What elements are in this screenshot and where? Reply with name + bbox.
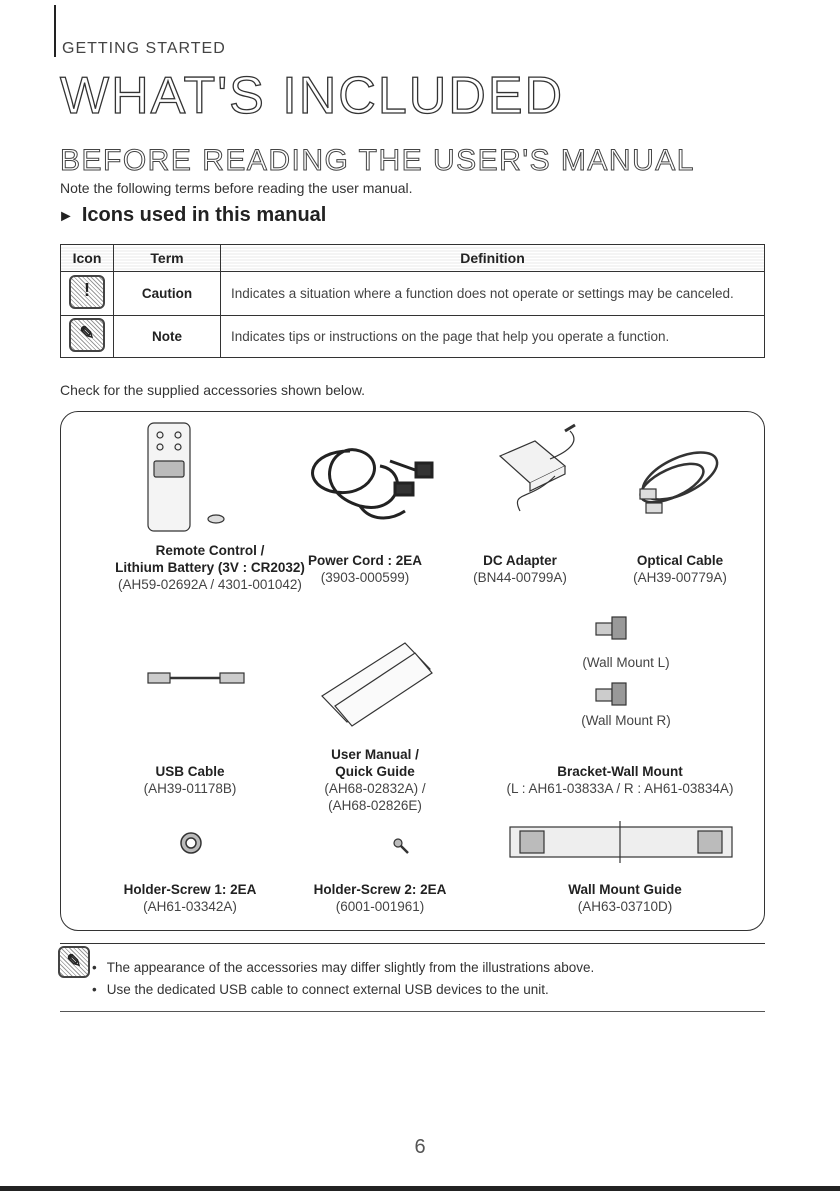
holder-screw-1-illustration (181, 833, 201, 853)
remote-title: Remote Control / (155, 543, 265, 558)
usb-part: (AH39-01178B) (143, 781, 237, 796)
manual-part-1: (AH68-02832A) / (324, 781, 426, 796)
holder-screw-1-label (110, 881, 270, 915)
screw1-part: (AH61-03342A) (143, 899, 237, 914)
intro-text: Note the following terms before reading the user manual. (60, 180, 413, 196)
check-text: Check for the supplied accessories shown below. (60, 382, 366, 398)
triangle-icon: ► (58, 208, 74, 225)
optical-cable-label (610, 552, 750, 586)
manual-title: User Manual / (331, 747, 419, 762)
section-bar (54, 5, 56, 57)
screw2-title: Holder-Screw 2: 2EA (313, 882, 447, 897)
term-cell: Caution (114, 272, 221, 316)
icons-heading-text: Icons used in this manual (81, 204, 327, 226)
page-title: WHAT'S INCLUDED (60, 67, 565, 125)
note-divider-top (60, 943, 765, 944)
optical-cable-illustration (635, 443, 724, 513)
bracket-label (470, 763, 770, 797)
user-manual-illustration (322, 643, 432, 726)
table-header-row (61, 245, 765, 272)
adapter-part: (BN44-00799A) (473, 570, 567, 585)
icon-cell (61, 272, 114, 316)
guide-title: Wall Mount Guide (568, 882, 682, 897)
remote-part: (AH59-02692A / 4301-001042) (118, 577, 302, 592)
term-cell: Note (114, 316, 221, 358)
note-item: • The appearance of the accessories may differ slightly from the illustrations above. (92, 957, 594, 979)
definition-cell: Indicates tips or instructions on the page that help you operate a function. (221, 316, 765, 358)
wall-mount-guide-label (545, 881, 705, 915)
power-cord-illustration (313, 450, 432, 518)
wall-mount-r-label: (Wall Mount R) (581, 713, 671, 728)
adapter-title: DC Adapter (483, 553, 557, 568)
power-title: Power Cord : 2EA (307, 553, 423, 568)
table-row (61, 316, 765, 358)
usb-title: USB Cable (155, 764, 225, 779)
optical-part: (AH39-00779A) (633, 570, 727, 585)
terms-table (60, 244, 765, 358)
section-label: GETTING STARTED (62, 40, 226, 57)
power-cord-label (290, 552, 440, 586)
header-definition: Definition (221, 245, 765, 272)
wall-mount-guide-illustration (510, 821, 732, 863)
remote-control-illustration (148, 423, 224, 531)
user-manual-label (300, 746, 450, 814)
note-section-icon (58, 946, 90, 983)
dc-adapter-label (440, 552, 600, 586)
screw1-title: Holder-Screw 1: 2EA (123, 882, 257, 897)
usb-cable-illustration (148, 673, 244, 683)
wall-mount-l-illustration (596, 617, 626, 639)
wall-mount-l-label: (Wall Mount L) (582, 655, 670, 670)
page-subtitle: BEFORE READING THE USER'S MANUAL (60, 144, 695, 177)
definition-cell: Indicates a situation where a function does not operate or settings may be canceled. (221, 272, 765, 316)
wall-mount-r-illustration (596, 683, 626, 705)
screw2-part: (6001-001961) (335, 899, 425, 914)
optical-title: Optical Cable (636, 553, 724, 568)
header-term: Term (114, 245, 221, 272)
note-list (92, 957, 594, 1001)
caution-icon: ! (69, 275, 105, 309)
bracket-title: Bracket-Wall Mount (557, 764, 683, 779)
note-icon: ✎ (69, 318, 105, 352)
dc-adapter-illustration (500, 425, 575, 511)
manual-part-2: (AH68-02826E) (328, 798, 422, 813)
page-bottom-edge (0, 1186, 840, 1191)
note-item: • Use the dedicated USB cable to connect external USB devices to the unit. (92, 979, 594, 1001)
icon-cell (61, 316, 114, 358)
page-number: 6 (414, 1136, 426, 1158)
usb-cable-label (120, 763, 260, 797)
header-icon: Icon (61, 245, 114, 272)
bracket-part: (L : AH61-03833A / R : AH61-03834A) (506, 781, 734, 796)
power-part: (3903-000599) (320, 570, 410, 585)
manual-guide: Quick Guide (335, 764, 415, 779)
note-icon: ✎ (58, 946, 90, 978)
remote-battery: Lithium Battery (3V : CR2032) (115, 560, 305, 575)
guide-part: (AH63-03710D) (577, 899, 673, 914)
note-divider-bottom (60, 1011, 765, 1012)
holder-screw-2-illustration (394, 839, 408, 853)
holder-screw-2-label (300, 881, 460, 915)
icons-heading (58, 204, 326, 227)
table-row (61, 272, 765, 316)
